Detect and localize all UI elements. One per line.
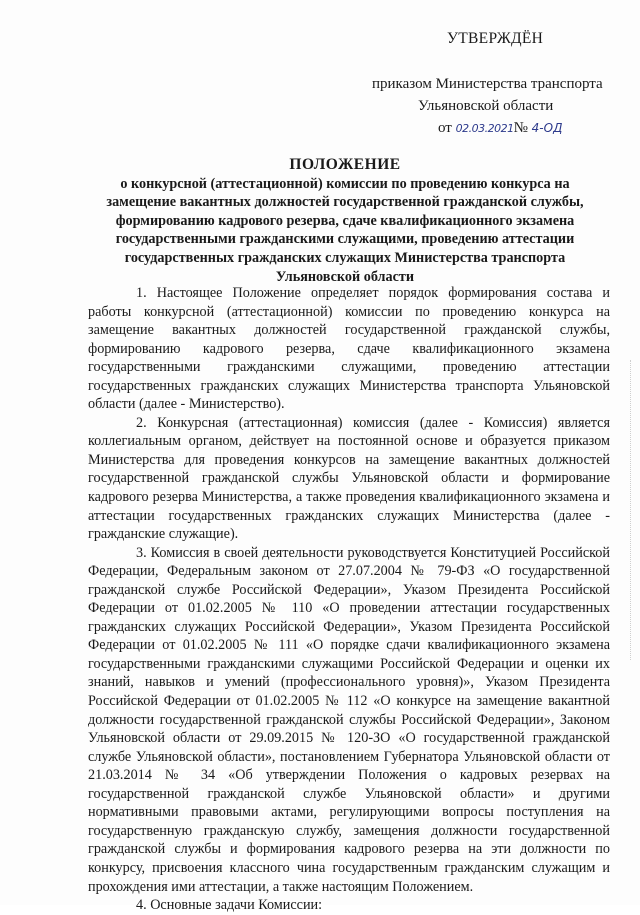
- document-heading: [90, 156, 600, 286]
- paragraph-2: 2. Конкурсная (аттестационная) комиссия (далее - Комиссия) является коллегиальным органом, действует на постоянной основе и образуется приказом Министерства для проведения конкурсов на замещение вакантных должностей государственной гражданской службы Ульяновской области и формирование кадрового резерва Министерства, а также проведения квалификационного экзамена и аттестации государственных гражданских служащих Министерства (далее - гражданские служащие).: [88, 414, 610, 543]
- date-prefix: от: [438, 120, 452, 136]
- approval-date-line: [438, 118, 562, 139]
- approval-order-line: приказом Министерства транспорта: [372, 76, 603, 92]
- paragraph-3: 3. Комиссия в своей деятельности руководствуется Конституцией Российской Федерации, Федеральным законом от 27.07.2004 № 79-ФЗ «О государственной гражданской службе Российской Федерации», Указом Президента Российской Федерации от 01.02.2005 № 110 «О проведении аттестации государственных гражданских служащих Российской Федерации», Указом Президента Российской Федерации от 01.02.2005 № 111 «О порядке сдачи квалификационного экзамена государственными гражданскими служащими Российской Федерации и оценки их знаний, навыков и умений (профессионального уровня)», Указом Президента Российской Федерации от 01.02.2005 № 112 «О конкурсе на замещение вакантной должности государственной гражданской службы Российской Федерации», Законом Ульяновской области от 29.09.2015 № 120-ЗО «О государственной гражданской службе Ульяновской области», постановлением Губернатора Ульяновской области от 21.03.2014 № 34 «Об утверждении Положения о кадровых резервах на государственной гражданской службе Ульяновской области» и другими нормативными правовыми актами, регулирующими вопросы поступления на государственную гражданскую службу, замещения должности государственной гражданской службы и формирования кадрового резерва на эти должности по конкурсу, присвоения классного чина государственным гражданским служащим и прохождения ими аттестации, а также настоящим Положением.: [88, 544, 610, 895]
- approval-title: УТВЕРЖДЁН: [447, 30, 544, 47]
- paragraph-1: 1. Настоящее Положение определяет порядок формирования состава и работы конкурсной (аттестационной) комиссии по проведению конкурса на замещение вакантных должностей государственной гражданской службы, формированию кадрового резерва, сдаче квалификационного экзамена государственными гражданскими служащими, проведению аттестации государственных гражданских служащих Министерства транспорта Ульяновской области (далее - Министерство).: [88, 285, 610, 413]
- paragraph-4: 4. Основные задачи Комиссии:: [136, 897, 323, 914]
- scan-edge-mark: [630, 360, 632, 660]
- document-subtitle: о конкурсной (аттестационной) комиссии по проведению конкурса на замещение вакантных должностей государственной гражданской службы, формированию кадрового резерва, сдаче квалификационного экзамена государственными гражданскими служащими, проведению аттестации государственных гражданских служащих Министерства транспорта Ульяновской области: [106, 175, 584, 285]
- number-prefix: №: [513, 120, 528, 136]
- handwritten-number: 4-ОД: [531, 121, 563, 135]
- document-title: ПОЛОЖЕНИЕ: [289, 156, 401, 173]
- document-body: [88, 284, 610, 915]
- approval-region-line: Ульяновской области: [418, 98, 554, 114]
- handwritten-date: 02.03.2021: [455, 122, 514, 135]
